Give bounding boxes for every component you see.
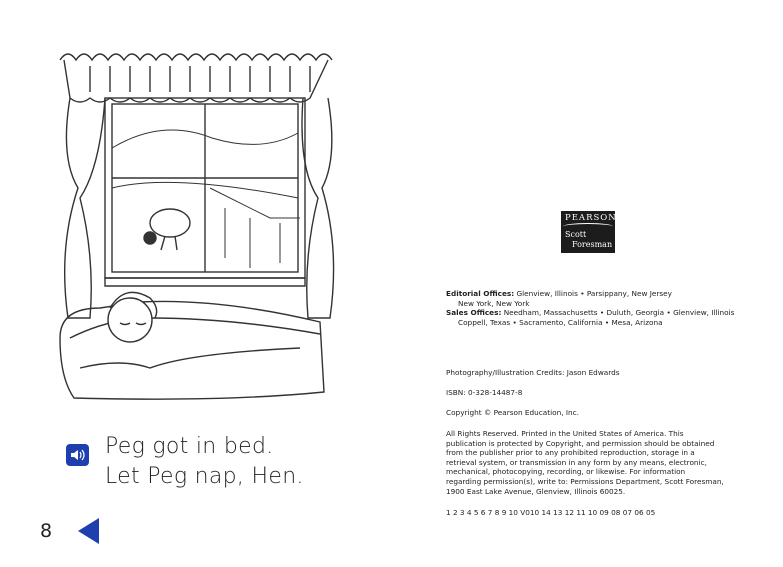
rights-statement — [446, 429, 766, 496]
logo-foresman: Foresman — [572, 240, 613, 249]
credits: Photography/Illustration Credits: Jason Edwards — [446, 368, 620, 377]
editorial-cont: New York, New York — [458, 298, 530, 308]
rights-line: publication is protected by Copyright, and permission should be obtained — [446, 438, 715, 448]
previous-page-button[interactable] — [78, 518, 99, 544]
rights-line: retrieval system, or transmission in any form by any means, electronic, — [446, 457, 707, 467]
rights-line: regarding permission(s), write to: Permissions Department, Scott Foresman, — [446, 476, 724, 486]
logo-pearson: PEARSON — [565, 213, 617, 223]
editorial-text: Glenview, Illinois • Parsippany, New Jersey — [516, 289, 672, 298]
rights-line: 1900 East Lake Avenue, Glenview, Illinois 60025. — [446, 486, 626, 496]
sales-label: Sales Offices: — [446, 308, 502, 318]
print-line: 1 2 3 4 5 6 7 8 9 10 V010 14 13 12 11 10 09 08 07 06 05 — [446, 508, 656, 517]
story-text — [105, 432, 304, 492]
pearson-scott-foresman-logo — [561, 211, 615, 253]
story-line-1: Peg got in bed. — [105, 434, 274, 459]
story-line-2: Let Peg nap, Hen. — [105, 464, 304, 489]
rights-line: All Rights Reserved. Printed in the United States of America. This — [446, 429, 684, 438]
illustration-girl-sleeping-by-window — [50, 38, 340, 428]
page-number: 8 — [40, 520, 53, 542]
rights-line: from the publisher prior to any prohibited reproduction, storage in a — [446, 448, 695, 458]
speaker-icon — [66, 444, 89, 466]
logo-scott: Scott — [565, 230, 587, 239]
rights-line: mechanical, photocopying, recording, or likewise. For information — [446, 467, 686, 477]
audio-play-button[interactable] — [66, 444, 89, 466]
editorial-label: Editorial Offices: — [446, 289, 515, 298]
sales-cont: Coppell, Texas • Sacramento, California • Mesa, Arizona — [458, 317, 663, 327]
isbn: ISBN: 0-328-14487-8 — [446, 388, 523, 397]
copyright: Copyright © Pearson Education, Inc. — [446, 408, 579, 417]
offices-block — [446, 289, 746, 327]
sales-text: Needham, Massachusetts • Duluth, Georgia • Glenview, Illinois — [503, 308, 735, 318]
